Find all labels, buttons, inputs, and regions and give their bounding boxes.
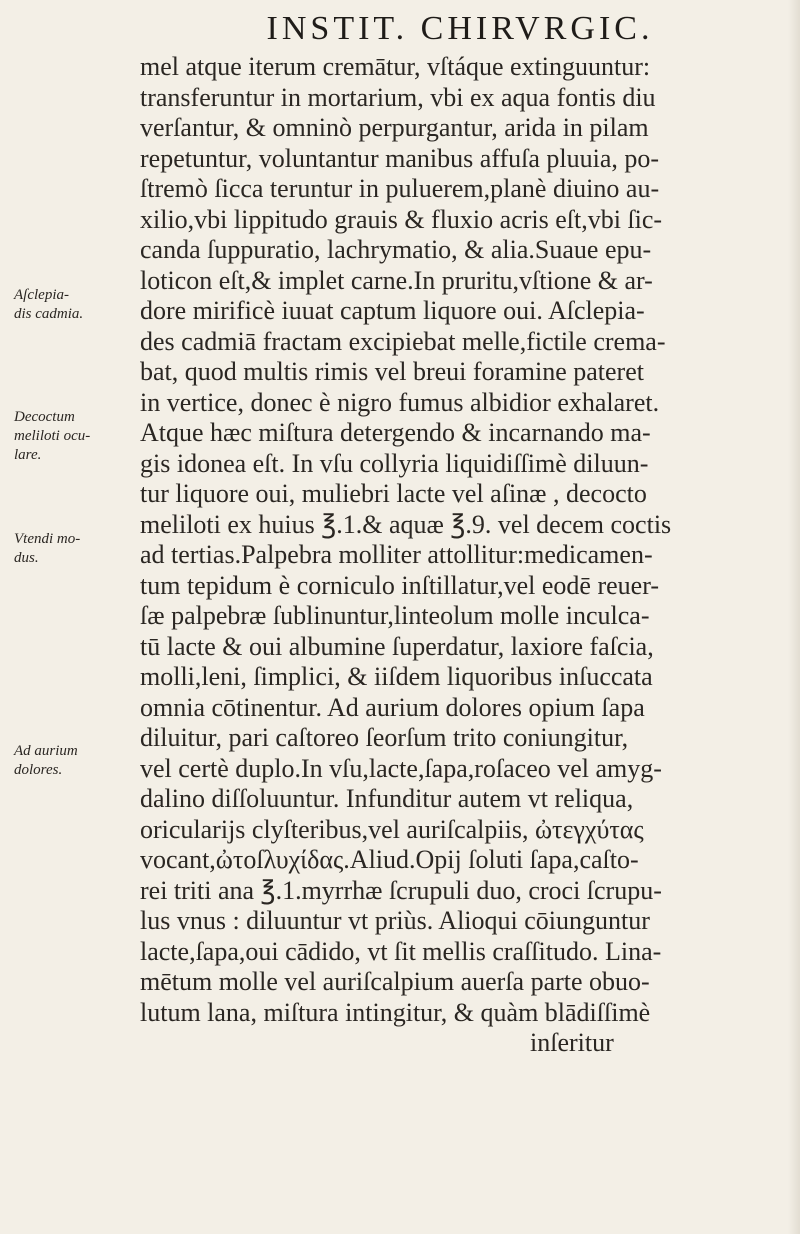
margin-note-asclepiades (14, 286, 134, 324)
margin-note-aurium (14, 742, 134, 780)
text-line: gis idonea eſt. In vſu collyria liquidiſſimè diluun- (140, 448, 649, 478)
text-line: meliloti ex huius ℥.1.& aquæ ℥.9. vel decem coctis (140, 509, 672, 539)
text-line: rei triti ana ℥.1.myrrhæ ſcrupuli duo, croci ſcrupu- (140, 875, 662, 905)
main-text-block (140, 52, 780, 1059)
margin-note-line: meliloti ocu- (14, 428, 91, 444)
text-line: dalino diſſoluuntur. Infunditur autem vt reliqua, (140, 784, 634, 813)
text-line: ad tertias.Palpebra molliter attollitur:medicamen- (140, 540, 653, 569)
text-line: mētum molle vel auriſcalpium auerſa parte obuo- (140, 967, 650, 996)
text-line: transferuntur in mortarium, vbi ex aqua fontis diu (140, 82, 656, 112)
text-line: ſtremò ſicca teruntur in puluerem,planè diuino au- (140, 174, 660, 203)
text-line: vel certè duplo.In vſu,lacte,ſapa,roſaceo vel amyg- (140, 753, 662, 783)
text-line: molli,leni, ſimplici, & iiſdem liquoribus inſuccata (140, 662, 653, 691)
text-line: canda ſuppuratio, lachrymatio, & alia.Suaue epu- (140, 235, 652, 264)
margin-note-line: Aſclepia- (14, 287, 69, 303)
margin-note-line: Vtendi mo- (14, 531, 81, 547)
text-line: bat, quod multis rimis vel breui foramine pateret (140, 357, 644, 386)
text-line: in vertice, donec è nigro fumus albidior exhalaret. (140, 387, 660, 417)
text-line: des cadmiā fractam excipiebat melle,fictile crema- (140, 326, 666, 356)
text-line: diluitur, pari caſtoreo ſeorſum trito coniungitur, (140, 723, 629, 752)
text-line: lus vnus : diluuntur vt priùs. Alioqui cōiunguntur (140, 906, 650, 935)
text-line: Atque hæc miſtura detergendo & incarnando ma- (140, 418, 651, 447)
text-line: xilio,vbi lippitudo grauis & fluxio acris eſt,vbi ſic- (140, 204, 663, 234)
text-line: repetuntur, voluntantur manibus affuſa pluuia, po- (140, 143, 660, 173)
margin-note-line: lare. (14, 447, 42, 463)
margin-note-line: dolores. (14, 762, 63, 778)
text-line: lutum lana, miſtura intingitur, & quàm blādiſſimè (140, 997, 651, 1027)
text-line: ſæ palpebræ ſublinuntur,linteolum molle inculca- (140, 601, 650, 630)
running-header: INSTIT. CHIRVRGIC. (266, 10, 654, 47)
text-line: mel atque iterum cremātur, vſtáque extinguuntur: (140, 52, 651, 81)
text-line: loticon eſt,& implet carne.In pruritu,vſtione & ar- (140, 265, 653, 295)
margin-note-line: dus. (14, 550, 39, 566)
page-gutter-shadow (788, 0, 800, 1234)
text-line-catchword: inſeritur (530, 1028, 614, 1057)
text-line: omnia cōtinentur. Ad aurium dolores opium ſapa (140, 692, 645, 722)
text-line: tur liquore oui, muliebri lacte vel aſinæ , decocto (140, 479, 647, 508)
margin-note-line: dis cadmia. (14, 306, 84, 322)
text-line: tum tepidum è corniculo inſtillatur,vel eodē reuer- (140, 570, 659, 600)
text-line: verſantur, & omninò perpurgantur, arida in pilam (140, 113, 649, 142)
text-line: dore mirificè iuuat captum liquore oui. Aſclepia- (140, 296, 645, 325)
margin-note-vtendi (14, 530, 134, 568)
margin-note-line: Ad aurium (14, 743, 78, 759)
text-line: vocant,ὠτοſλυχίδας.Aliud.Opij ſoluti ſapa,caſto- (140, 845, 639, 874)
margin-note-line: Decoctum (14, 409, 75, 425)
text-line: tū lacte & oui albumine ſuperdatur, laxiore faſcia, (140, 631, 654, 661)
text-line: lacte,ſapa,oui cādido, vt ſit mellis craſſitudo. Lina- (140, 936, 662, 966)
text-line: oricularijs clyſteribus,vel auriſcalpiis, ὠτεγχύτας (140, 814, 644, 844)
margin-note-decoctum (14, 408, 134, 465)
